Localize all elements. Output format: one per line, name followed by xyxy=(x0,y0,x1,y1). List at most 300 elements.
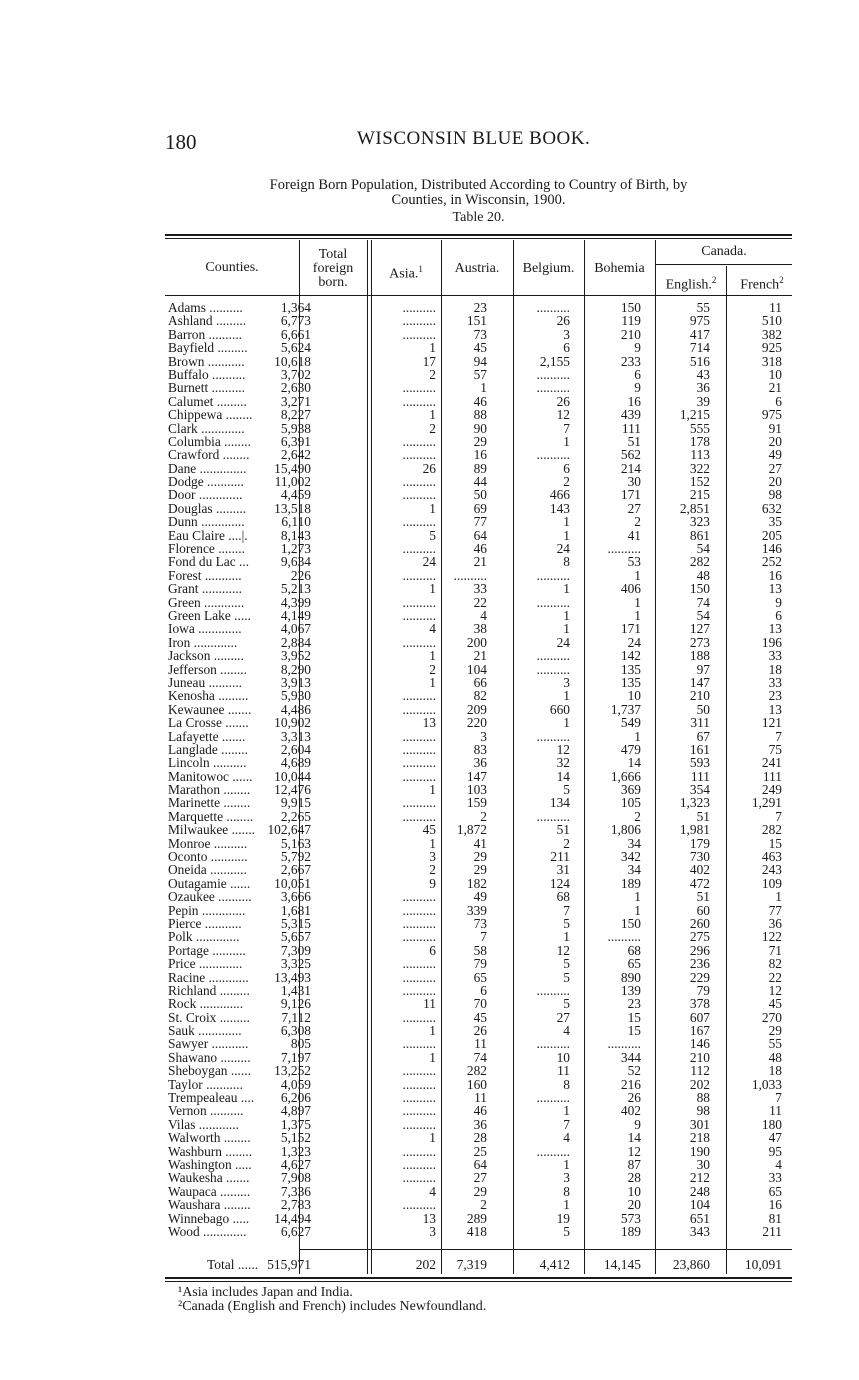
cell-english: 417 xyxy=(689,326,710,342)
table-row xyxy=(165,676,792,689)
cell-county: Waukesha ....... xyxy=(168,1170,250,1186)
cell-bohemia: .......... xyxy=(607,1036,641,1052)
cell-bohemia: 214 xyxy=(620,460,641,476)
cell-county: Wood ............. xyxy=(168,1223,247,1239)
cell-bohemia: 12 xyxy=(627,1143,641,1159)
cell-austria: 200 xyxy=(466,634,487,650)
cell-french: 925 xyxy=(761,340,782,356)
table-row xyxy=(165,1225,792,1238)
cell-french: 1 xyxy=(775,889,782,905)
cell-belgium: 12 xyxy=(556,407,570,423)
cell-county: Price ............. xyxy=(168,956,243,972)
cell-austria: 73 xyxy=(473,326,487,342)
cell-county: Oconto ........... xyxy=(168,849,248,865)
cell-austria: 46 xyxy=(473,1103,487,1119)
cell-belgium: .......... xyxy=(536,447,570,463)
cell-county: Langlade ........ xyxy=(168,741,248,757)
cell-bohemia: 562 xyxy=(620,447,641,463)
cell-county: Clark ............. xyxy=(168,420,245,436)
cell-french: 382 xyxy=(761,326,782,342)
cell-austria: 90 xyxy=(473,420,487,436)
totals-asia: 202 xyxy=(415,1257,436,1272)
cell-french: 13 xyxy=(768,701,782,717)
cell-bohemia: 53 xyxy=(627,554,641,570)
cell-austria: 29 xyxy=(473,1183,487,1199)
cell-county: Ashland ......... xyxy=(168,313,247,329)
cell-total: 10,051 xyxy=(274,875,311,891)
cell-total: 15,490 xyxy=(274,460,311,476)
cell-asia: .......... xyxy=(402,607,436,623)
cell-asia: 2 xyxy=(429,862,436,878)
cell-english: 48 xyxy=(696,567,710,583)
cell-county: Crawford ........ xyxy=(168,447,250,463)
cell-bohemia: 16 xyxy=(627,393,641,409)
cell-english: 248 xyxy=(689,1183,710,1199)
cell-english: 147 xyxy=(689,674,710,690)
cell-english: 111 xyxy=(690,768,710,784)
table-row xyxy=(165,582,792,595)
cell-belgium: 660 xyxy=(549,701,570,717)
cell-asia: .......... xyxy=(402,808,436,824)
cell-county: Dodge ........... xyxy=(168,474,244,490)
cell-austria: 88 xyxy=(473,407,487,423)
bottom-rule-thin xyxy=(165,1281,792,1282)
cell-austria: 103 xyxy=(466,782,487,798)
cell-asia: .......... xyxy=(402,688,436,704)
cell-english: 97 xyxy=(696,661,710,677)
cell-bohemia: 24 xyxy=(627,634,641,650)
table-row xyxy=(165,1171,792,1184)
cell-asia: .......... xyxy=(402,300,436,315)
cell-total: 6,308 xyxy=(280,1023,311,1039)
cell-bohemia: 890 xyxy=(620,969,641,985)
cell-french: 6 xyxy=(775,607,782,623)
cell-bohemia: 52 xyxy=(627,1063,641,1079)
cell-french: 282 xyxy=(761,822,782,838)
cell-belgium: 1 xyxy=(563,514,570,530)
cell-austria: 74 xyxy=(473,1049,487,1065)
cell-austria: 29 xyxy=(473,862,487,878)
cell-bohemia: 369 xyxy=(620,782,641,798)
table-caption xyxy=(165,178,792,208)
cell-county: Portage .......... xyxy=(168,942,246,958)
cell-french: 75 xyxy=(768,741,782,757)
totals-english: 23,860 xyxy=(672,1257,710,1272)
cell-austria: 25 xyxy=(473,1143,487,1159)
cell-county: Sauk ............. xyxy=(168,1023,242,1039)
cell-asia: .......... xyxy=(402,433,436,449)
cell-belgium: 1 xyxy=(563,1157,570,1172)
cell-english: 74 xyxy=(696,594,710,610)
table-row xyxy=(165,863,792,876)
cell-english: 150 xyxy=(689,581,710,597)
cell-county: La Crosse ....... xyxy=(168,715,249,731)
cell-asia: .......... xyxy=(402,795,436,811)
cell-asia: 2 xyxy=(429,420,436,436)
cell-asia: 13 xyxy=(422,715,436,731)
cell-belgium: 5 xyxy=(563,956,570,972)
table-row xyxy=(165,1024,792,1037)
cell-french: 10 xyxy=(768,366,782,382)
table-row xyxy=(165,488,792,501)
cell-asia: 13 xyxy=(422,1210,436,1226)
cell-bohemia: 30 xyxy=(627,474,641,490)
caption-line-1: Foreign Born Population, Distributed According to Country of Birth, by xyxy=(269,177,688,193)
cell-bohemia: 87 xyxy=(627,1157,641,1172)
cell-total: 2,783 xyxy=(280,1197,311,1213)
cell-county: Grant ............ xyxy=(168,581,243,597)
cell-county: Calumet ......... xyxy=(168,393,247,409)
cell-austria: 21 xyxy=(473,648,487,664)
cell-belgium: 1 xyxy=(563,581,570,597)
cell-county: Marinette ........ xyxy=(168,795,251,811)
cell-bohemia: 439 xyxy=(620,407,641,423)
cell-bohemia: 406 xyxy=(620,581,641,597)
cell-total: 1,375 xyxy=(280,1116,311,1132)
table-row xyxy=(165,1078,792,1091)
cell-bohemia: 216 xyxy=(620,1076,641,1092)
cell-asia: .......... xyxy=(402,514,436,530)
cell-french: 241 xyxy=(761,755,782,771)
header-total-line-2: foreign xyxy=(312,261,354,276)
cell-bohemia: 119 xyxy=(621,313,641,329)
cell-austria: 73 xyxy=(473,915,487,931)
cell-county: Lincoln .......... xyxy=(168,755,247,771)
cell-austria: 26 xyxy=(473,1023,487,1039)
cell-english: 67 xyxy=(696,728,710,744)
cell-belgium: 2 xyxy=(563,474,570,490)
cell-french: 11 xyxy=(769,1103,782,1119)
cell-french: 9 xyxy=(775,594,782,610)
cell-county: Trempealeau .... xyxy=(168,1090,255,1106)
header-english-footnote-mark: 2 xyxy=(711,275,717,285)
table-row xyxy=(165,837,792,850)
cell-total: 3,913 xyxy=(280,674,311,690)
cell-total: 2,667 xyxy=(280,862,311,878)
cell-belgium: 11 xyxy=(557,1063,570,1079)
totals-french: 10,091 xyxy=(744,1257,782,1272)
cell-total: 4,059 xyxy=(280,1076,311,1092)
cell-bohemia: 68 xyxy=(627,942,641,958)
table-row xyxy=(165,341,792,354)
cell-english: 555 xyxy=(689,420,710,436)
cell-asia: .......... xyxy=(402,447,436,463)
cell-bohemia: 402 xyxy=(620,1103,641,1119)
cell-belgium: 124 xyxy=(549,875,570,891)
cell-austria: 28 xyxy=(473,1130,487,1146)
cell-english: 54 xyxy=(696,607,710,623)
cell-county: Washington ..... xyxy=(168,1157,252,1172)
cell-english: 50 xyxy=(696,701,710,717)
cell-total: 6,206 xyxy=(280,1090,311,1106)
table-row xyxy=(165,743,792,756)
table-body xyxy=(165,301,792,1238)
cell-belgium: .......... xyxy=(536,1036,570,1052)
cell-total: 10,044 xyxy=(274,768,311,784)
page-number: 180 xyxy=(165,130,197,154)
cell-french: 33 xyxy=(768,674,782,690)
cell-county: Fond du Lac ... xyxy=(168,554,250,570)
cell-belgium: 3 xyxy=(563,674,570,690)
cell-english: 593 xyxy=(689,755,710,771)
cell-austria: 2 xyxy=(480,1197,487,1213)
cell-english: 607 xyxy=(689,1009,710,1025)
cell-belgium: 211 xyxy=(550,849,570,865)
cell-austria: 49 xyxy=(473,889,487,905)
cell-austria: 29 xyxy=(473,433,487,449)
cell-county: Kewaunee ....... xyxy=(168,701,252,717)
cell-bohemia: 9 xyxy=(634,1116,641,1132)
cell-belgium: 2,155 xyxy=(539,353,570,369)
cell-county: Barron .......... xyxy=(168,326,243,342)
cell-county: Sheboygan ...... xyxy=(168,1063,251,1079)
table-row xyxy=(165,314,792,327)
cell-asia: .......... xyxy=(402,701,436,717)
cell-asia: .......... xyxy=(402,380,436,396)
cell-belgium: .......... xyxy=(536,366,570,382)
totals-bohemia: 14,145 xyxy=(603,1257,641,1272)
cell-english: 210 xyxy=(689,688,710,704)
cell-french: 7 xyxy=(775,808,782,824)
cell-english: 112 xyxy=(690,1063,710,1079)
cell-bohemia: .......... xyxy=(607,929,641,945)
table-row xyxy=(165,636,792,649)
cell-total: 7,197 xyxy=(280,1049,311,1065)
cell-belgium: 10 xyxy=(556,1049,570,1065)
cell-county: Shawano ......... xyxy=(168,1049,251,1065)
cell-total: 6,627 xyxy=(280,1223,311,1239)
cell-total: 5,938 xyxy=(280,420,311,436)
cell-english: 179 xyxy=(689,835,710,851)
cell-bohemia: 9 xyxy=(634,340,641,356)
cell-asia: .......... xyxy=(402,969,436,985)
cell-total: 1,431 xyxy=(280,982,311,998)
cell-county: Ozaukee .......... xyxy=(168,889,252,905)
cell-county: Bayfield ......... xyxy=(168,340,248,356)
cell-county: Jackson ......... xyxy=(168,648,244,664)
table-row xyxy=(165,596,792,609)
cell-french: 91 xyxy=(768,420,782,436)
cell-bohemia: 65 xyxy=(627,956,641,972)
cell-austria: 282 xyxy=(466,1063,487,1079)
cell-asia: .......... xyxy=(402,313,436,329)
cell-belgium: 26 xyxy=(556,393,570,409)
cell-austria: 182 xyxy=(466,875,487,891)
top-rule xyxy=(165,234,792,236)
cell-belgium: 4 xyxy=(563,1023,570,1039)
cell-austria: 66 xyxy=(473,674,487,690)
cell-asia: 45 xyxy=(422,822,436,838)
cell-bohemia: 2 xyxy=(634,514,641,530)
cell-county: Outagamie ...... xyxy=(168,875,251,891)
cell-county: Sawyer ........... xyxy=(168,1036,249,1052)
cell-belgium: 24 xyxy=(556,634,570,650)
cell-bohemia: 171 xyxy=(620,621,641,637)
cell-total: 5,624 xyxy=(280,340,311,356)
cell-asia: .......... xyxy=(402,915,436,931)
header-french xyxy=(727,273,797,293)
cell-french: 33 xyxy=(768,1170,782,1186)
cell-total: 7,309 xyxy=(280,942,311,958)
cell-total: 805 xyxy=(290,1036,311,1052)
cell-bohemia: 9 xyxy=(634,380,641,396)
cell-asia: .......... xyxy=(402,1170,436,1186)
cell-french: 71 xyxy=(768,942,782,958)
header-canada: Canada. xyxy=(701,244,747,259)
cell-asia: .......... xyxy=(402,326,436,342)
table-row xyxy=(165,622,792,635)
cell-asia: .......... xyxy=(402,741,436,757)
cell-asia: 26 xyxy=(422,460,436,476)
table-row xyxy=(165,770,792,783)
cell-english: 152 xyxy=(689,474,710,490)
cell-asia: 1 xyxy=(429,340,436,356)
table-row xyxy=(165,904,792,917)
cell-total: 6,110 xyxy=(281,514,311,530)
cell-total: 12,476 xyxy=(274,782,311,798)
cell-bohemia: 2 xyxy=(634,808,641,824)
cell-bohemia: 111 xyxy=(621,420,641,436)
table-row xyxy=(165,529,792,542)
cell-french: 632 xyxy=(761,500,782,516)
cell-french: 23 xyxy=(768,688,782,704)
cell-county: Kenosha ......... xyxy=(168,688,249,704)
cell-english: 1,215 xyxy=(679,407,710,423)
cell-english: 88 xyxy=(696,1090,710,1106)
cell-belgium: 31 xyxy=(556,862,570,878)
cell-french: 270 xyxy=(761,1009,782,1025)
cell-belgium: 5 xyxy=(563,969,570,985)
cell-austria: 6 xyxy=(480,982,487,998)
cell-belgium: .......... xyxy=(536,1143,570,1159)
cell-belgium: 143 xyxy=(549,500,570,516)
cell-total: 1,273 xyxy=(280,541,311,557)
cell-belgium: 1 xyxy=(563,607,570,623)
cell-english: 975 xyxy=(689,313,710,329)
cell-english: 651 xyxy=(689,1210,710,1226)
cell-total: 2,630 xyxy=(280,380,311,396)
cell-english: 354 xyxy=(689,782,710,798)
table-row xyxy=(165,756,792,769)
cell-total: 7,908 xyxy=(280,1170,311,1186)
cell-french: 510 xyxy=(761,313,782,329)
cell-total: 226 xyxy=(290,567,311,583)
cell-belgium: 6 xyxy=(563,340,570,356)
cell-french: 65 xyxy=(768,1183,782,1199)
cell-french: 35 xyxy=(768,514,782,530)
cell-bohemia: 139 xyxy=(620,982,641,998)
table-row xyxy=(165,796,792,809)
table-row xyxy=(165,1158,792,1171)
cell-english: 51 xyxy=(696,889,710,905)
table-row xyxy=(165,1064,792,1077)
cell-french: 27 xyxy=(768,460,782,476)
cell-austria: 104 xyxy=(466,661,487,677)
cell-asia: .......... xyxy=(402,1157,436,1172)
cell-belgium: 68 xyxy=(556,889,570,905)
cell-county: Douglas ......... xyxy=(168,500,247,516)
cell-french: 36 xyxy=(768,915,782,931)
cell-total: 13,493 xyxy=(274,969,311,985)
running-head: WISCONSIN BLUE BOOK. xyxy=(357,128,591,149)
cell-total: 13,518 xyxy=(274,500,311,516)
cell-total: 102,647 xyxy=(267,822,311,838)
cell-austria: 151 xyxy=(466,313,487,329)
cell-asia: 1 xyxy=(429,581,436,597)
cell-total: 7,112 xyxy=(281,1009,311,1025)
cell-county: Brown ........... xyxy=(168,353,245,369)
cell-belgium: .......... xyxy=(536,380,570,396)
cell-asia: 11 xyxy=(423,996,436,1012)
cell-bohemia: 20 xyxy=(627,1197,641,1213)
cell-asia: 5 xyxy=(429,527,436,543)
cell-asia: .......... xyxy=(402,541,436,557)
cell-french: 18 xyxy=(768,661,782,677)
cell-austria: 23 xyxy=(473,300,487,315)
cell-bohemia: 1,806 xyxy=(610,822,641,838)
table-row xyxy=(165,810,792,823)
cell-belgium: .......... xyxy=(536,1090,570,1106)
cell-french: 111 xyxy=(762,768,782,784)
cell-english: 296 xyxy=(689,942,710,958)
cell-county: Taylor ........... xyxy=(168,1076,243,1092)
cell-english: 260 xyxy=(689,915,710,931)
cell-asia: 1 xyxy=(429,500,436,516)
table-row xyxy=(165,823,792,836)
cell-belgium: 8 xyxy=(563,1183,570,1199)
table-row xyxy=(165,1091,792,1104)
cell-asia: .......... xyxy=(402,902,436,918)
cell-bohemia: 1,737 xyxy=(610,701,641,717)
cell-county: Chippewa ........ xyxy=(168,407,253,423)
cell-belgium: .......... xyxy=(536,982,570,998)
cell-french: 463 xyxy=(761,849,782,865)
table-row xyxy=(165,783,792,796)
cell-austria: 418 xyxy=(466,1223,487,1239)
cell-french: 21 xyxy=(768,380,782,396)
cell-austria: 79 xyxy=(473,956,487,972)
cell-english: 323 xyxy=(689,514,710,530)
cell-french: 48 xyxy=(768,1049,782,1065)
cell-austria: 21 xyxy=(473,554,487,570)
table-row xyxy=(165,448,792,461)
cell-total: 2,642 xyxy=(280,447,311,463)
table-row xyxy=(165,395,792,408)
table-label: Table 20. xyxy=(452,210,505,225)
cell-total: 6,661 xyxy=(280,326,311,342)
cell-austria: 69 xyxy=(473,500,487,516)
cell-bohemia: 549 xyxy=(620,715,641,731)
cell-english: 2,851 xyxy=(679,500,710,516)
table-row xyxy=(165,609,792,622)
cell-english: 402 xyxy=(689,862,710,878)
header-french-footnote-mark: 2 xyxy=(779,275,784,285)
cell-total: 4,627 xyxy=(280,1157,311,1172)
cell-austria: 41 xyxy=(473,835,487,851)
table-row xyxy=(165,355,792,368)
header-french-label: French xyxy=(740,277,780,293)
caption-line-2: Counties, in Wisconsin, 1900. xyxy=(391,192,566,208)
cell-english: 273 xyxy=(689,634,710,650)
cell-english: 301 xyxy=(689,1116,710,1132)
cell-total: 5,213 xyxy=(280,581,311,597)
cell-english: 472 xyxy=(689,875,710,891)
cell-french: 55 xyxy=(768,1036,782,1052)
cell-asia: .......... xyxy=(402,889,436,905)
cell-county: Manitowoc ...... xyxy=(168,768,253,784)
table-row xyxy=(165,1198,792,1211)
table-row xyxy=(165,1037,792,1050)
